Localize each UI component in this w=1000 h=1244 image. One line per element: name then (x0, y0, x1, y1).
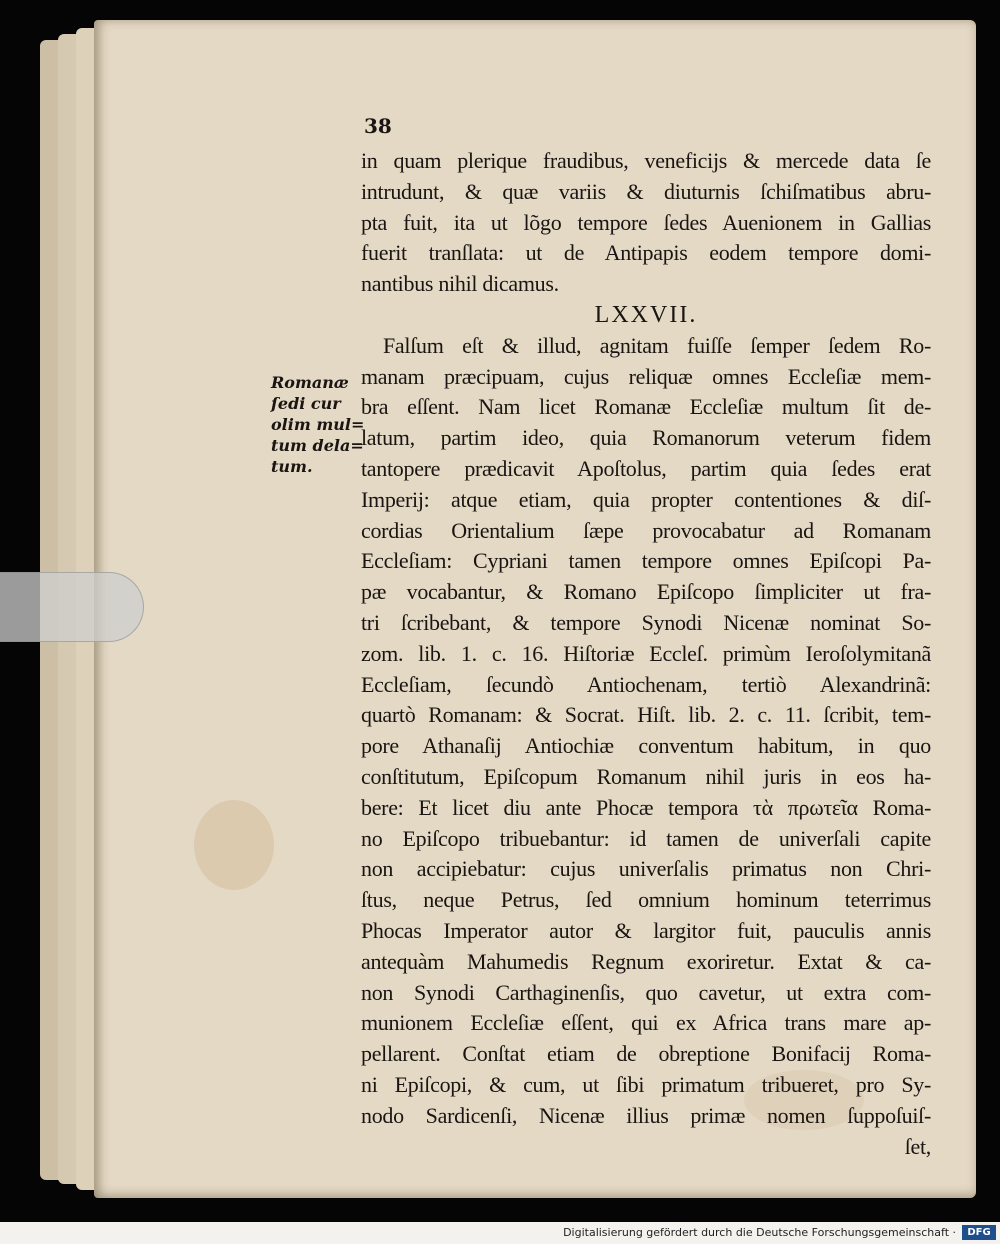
text-line: nantibus nihil dicamus. (361, 271, 559, 297)
text-line: munionem Eccleſiæ eſſent, qui ex Africa trans mare ap- (361, 1010, 931, 1036)
text-line: zom. lib. 1. c. 16. Hiſtoriæ Eccleſ. primùm Ieroſolymitanã (361, 640, 931, 666)
text-line: conſtitutum, Epiſcopum Romanum nihil juris in eos ha- (361, 763, 931, 789)
text-line: antequàm Mahumedis Regnum exoriretur. Extat & ca- (361, 948, 931, 974)
funding-credit: Digitalisierung gefördert durch die Deutsche Forschungsgemeinschaft · (563, 1226, 956, 1239)
paper-stain (194, 800, 274, 890)
text-line: nodo Sardicenſi, Nicenæ illius primæ nomen ſuppoſuiſ- (361, 1102, 931, 1128)
margin-note-line: ſedi cur (271, 394, 341, 413)
marginal-note (271, 372, 365, 477)
text-line: tantopere prædicavit Apoſtolus, partim quia ſedes erat (361, 455, 931, 481)
footer-bar (0, 1222, 1000, 1244)
section-heading: LXXVII. (594, 301, 698, 328)
clear-page-marker-tab (0, 572, 144, 642)
text-line: manam præcipuam, cujus reliquæ omnes Eccleſiæ mem- (361, 363, 931, 389)
text-line: pore Athanaſij Antiochiæ conventum habitum, in quo (361, 733, 931, 759)
margin-note-line: olim mul= (271, 415, 365, 434)
margin-note-line: tum. (271, 457, 313, 476)
text-line: tri ſcribebant, & tempore Synodi Nicenæ nominat So- (361, 609, 931, 635)
margin-note-line: tum dela= (271, 436, 364, 455)
text-line: Eccleſiam, ſecundò Antiochenam, tertiò Alexandrinã: (361, 671, 931, 697)
main-text-block (361, 146, 931, 1162)
text-line: pta fuit, ita ut lõgo tempore ſedes Auenionem in Gallias (361, 209, 931, 235)
text-line: latum, partim ideo, quia Romanorum veterum fidem (361, 425, 931, 451)
text-line: cordias Orientalium ſæpe provocabatur ad Romanam (361, 517, 931, 543)
margin-note-line: Romanæ (271, 373, 349, 392)
text-line: bra eſſent. Nam licet Romanæ Eccleſiæ multum ſit de- (361, 394, 931, 420)
text-line: intrudunt, & quæ variis & diuturnis ſchiſmatibus abru- (361, 178, 931, 204)
text-line: fuerit tranſlata: ut de Antipapis eodem tempore domi- (361, 240, 931, 266)
text-line: in quam plerique fraudibus, veneficijs & mercede data ſe (361, 148, 931, 173)
text-line: ni Epiſcopi, & cum, ut ſibi primatum tribueret, pro Sy- (361, 1071, 931, 1097)
text-line: Imperij: atque etiam, quia propter contentiones & diſ- (361, 486, 931, 512)
text-line: non accipiebatur: cujus univerſalis primatus non Chri- (361, 856, 931, 882)
dfg-logo: DFG (962, 1225, 996, 1240)
text-line: non Synodi Carthaginenſis, quo cavetur, ut extra com- (361, 979, 931, 1005)
text-line: pellarent. Conſtat etiam de obreptione Bonifacij Roma- (361, 1041, 931, 1067)
text-line: bere: Et licet diu ante Phocæ tempora τὰ πρωτεῖα Roma- (361, 794, 931, 820)
text-line: pæ vocabantur, & Romano Epiſcopo ſimpliciter ut fra- (361, 579, 931, 605)
text-line: no Epiſcopo tribuebantur: id tamen de univerſali capite (361, 825, 931, 851)
page-number: 38 (364, 114, 392, 138)
text-line: Falſum eſt & illud, agnitam fuiſſe ſemper ſedem Ro- (383, 332, 931, 358)
text-line: ſtus, neque Petrus, ſed omnium hominum teterrimus (361, 887, 931, 913)
text-line: quartò Romanam: & Socrat. Hiſt. lib. 2. c. 11. ſcribit, tem- (361, 702, 931, 728)
text-line: Eccleſiam: Cypriani tamen tempore omnes Epiſcopi Pa- (361, 548, 931, 574)
text-line: Phocas Imperator autor & largitor fuit, pauculis annis (361, 917, 931, 943)
catchword: ſet, (904, 1133, 931, 1159)
